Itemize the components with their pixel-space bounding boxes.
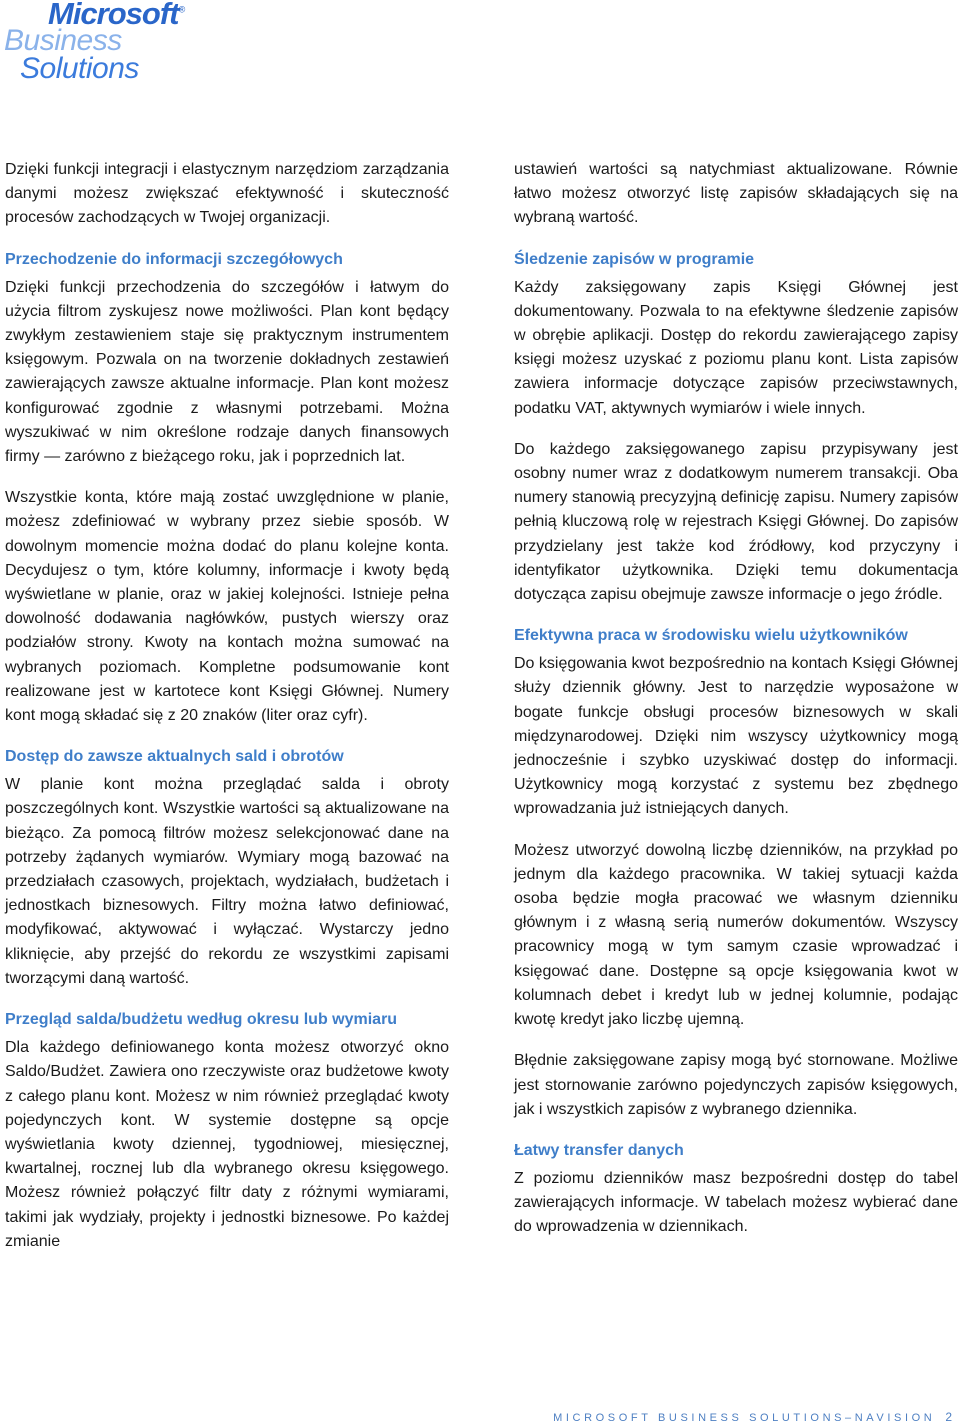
section-heading: Śledzenie zapisów w programie (514, 250, 755, 268)
paragraph: Do księgowania kwot bezpośrednio na kontach Księgi Głównej służy dziennik główny. Jest to narzędzie wyposażone w bogate funkcje obsługi procesów biznesowych w skali międzynarodowej. Dzięki nim wszyscy użytkownicy mogą jednocześnie i szybko uzyskiwać dostęp do informacji. Użytkownicy mogą korzystać z systemu bez zbędnego wprowadzania już istniejących danych. (514, 655, 958, 818)
section-heading: Przechodzenie do informacji szczegółowych (5, 250, 343, 268)
logo-business: Business (4, 24, 122, 57)
logo-solutions: Solutions (20, 52, 139, 85)
footer-title: MICROSOFT BUSINESS SOLUTIONS–NAVISION (553, 1412, 936, 1424)
paragraph: Z poziomu dzienników masz bezpośredni dostęp do tabel zawierających informacje. W tabelach możesz wybierać dane do wprowadzenia w dziennikach. (514, 1169, 958, 1236)
logo-microsoft: Microsoft® (48, 0, 185, 31)
microsoft-business-solutions-logo (4, 0, 224, 92)
paragraph: Do każdego zaksięgowanego zapisu przypisywany jest osobny numer wraz z dodatkowym numerem transakcji. Oba numery stanowią precyzyjną definicję zapisu. Numery zapisów pełnią kluczową rolę w rejestrach Księgi Głównej. Do zapisów przydzielany jest także kod źródłowy, kod przyczyny i identyfikator użytkownika. Dzięki temu dokumentacja dotycząca zapisu obejmuje zawsze informacje o jego źródle. (514, 440, 958, 604)
paragraph: Dzięki funkcji przechodzenia do szczegółów i łatwym do użycia filtrom zyskujesz nowe możliwości. Plan kont będący zwykłym zestawieniem staje się praktycznym instrumentem księgowym. Pozwala on na tworzenie dokładnych zestawień zawierających zawsze aktualne informacje. Plan kont możesz konfigurować zgodnie z własnymi potrzebami. Można wyszukiwać w nim określone rodzaje danych finansowych firmy — zarówno z bieżącego roku, jak i poprzednich lat. (5, 278, 449, 466)
paragraph: Możesz utworzyć dowolną liczbę dzienników, na przykład po jednym dla każdego pracownika. W takiej sytuacji każda osoba będzie mogła pracować we własnym dzienniku głównym i z własną serią numerów dokumentów. Wszyscy pracownicy mogą w tym samym czasie wprowadzać i księgować dane. Dostępne są opcje księgowania kwot w kolumnach debet i kredyt lub w jednej kolumnie, podając kwotę kredyt jako liczbę ujemną. (514, 841, 958, 1029)
paragraph: W planie kont można przeglądać salda i obroty poszczególnych kont. Wszystkie wartości są aktualizowane na bieżąco. Za pomocą filtrów możesz selekcjonować dane na potrzeby żądanych wymiarów. Wymiary mogą bazować na przedziałach czasowych, projektach, wydziałach, budżetach i jednostkach biznesowych. Filtry można łatwo definiować, modyfikować, aktywować i wyłączać. Wystarczy jedno kliknięcie, aby przejść do rekordu ze wszystkimi zapisami tworzącymi daną wartość. (5, 776, 449, 987)
section-heading: Dostęp do zawsze aktualnych sald i obrotów (5, 748, 344, 766)
paragraph: Każdy zaksięgowany zapis Księgi Głównej jest dokumentowany. Pozwala to na efektywne śledzenie zapisów w obrębie aplikacji. Dostęp do rekordu zawierającego zapisy księgi możesz uzyskać z poziomu planu kont. Lista zapisów zawiera informacje dotyczące zapisów przeciwstawnych, podatku VAT, aktywnych wymiarów i wiele innych. (514, 278, 958, 417)
paragraph: Wszystkie konta, które mają zostać uwzględnione w planie, możesz zdefiniować w wybrany przez siebie sposób. W dowolnym momencie można dodać do planu kolejne konta. Decydujesz o tym, które kolumny, informacje i kwoty będą wyświetlane w planie, oraz w jakiej kolejności. Istnieje pełna dowolność dodawania nagłówków, pustych wierszy oraz podziałów strony. Kwoty na kontach można sumować na wybranych poziomach. Kompletne podsumowanie kont realizowane jest w kartotece kont Księgi Głównej. Numery kont mogą składać się z 20 znaków (liter oraz cyfr). (5, 489, 449, 725)
section-heading: Efektywna praca w środowisku wielu użytkowników (514, 627, 908, 645)
paragraph: Dzięki funkcji integracji i elastycznym narzędziom zarządzania danymi możesz zwiększać efektywność i skuteczność procesów zachodzących w Twojej organizacji. (5, 161, 449, 227)
paragraph: Błędnie zaksięgowane zapisy mogą być stornowane. Możliwe jest stornowanie zarówno pojedynczych zapisów księgowych, jak i wszystkich zapisów z wybranego dziennika. (514, 1052, 958, 1118)
right-column (514, 158, 958, 1257)
section-heading: Łatwy transfer danych (514, 1141, 684, 1159)
page-footer (553, 1410, 952, 1424)
left-column (5, 158, 449, 1271)
paragraph: ustawień wartości są natychmiast aktualizowane. Równie łatwo możesz otworzyć listę zapisów składających się na wybraną wartość. (514, 161, 958, 227)
paragraph: Dla każdego definiowanego konta możesz otworzyć okno Saldo/Budżet. Zawiera ono rzeczywiste oraz budżetowe kwoty z całego planu kont. Możesz w nim również przeglądać kwoty pojedynczych kont. W systemie dostępne są opcje wyświetlania kwoty dziennej, tygodniowej, miesięcznej, kwartalnej, rocznej lub dla wybranego okresu księgowego. Możesz również połączyć filtr daty z różnymi wymiarami, takimi jak wydziały, projekty i jednostki biznesowe. Po każdej zmianie (5, 1039, 449, 1250)
section-heading: Przegląd salda/budżetu według okresu lub wymiaru (5, 1011, 398, 1029)
page-number: 2 (945, 1410, 952, 1424)
